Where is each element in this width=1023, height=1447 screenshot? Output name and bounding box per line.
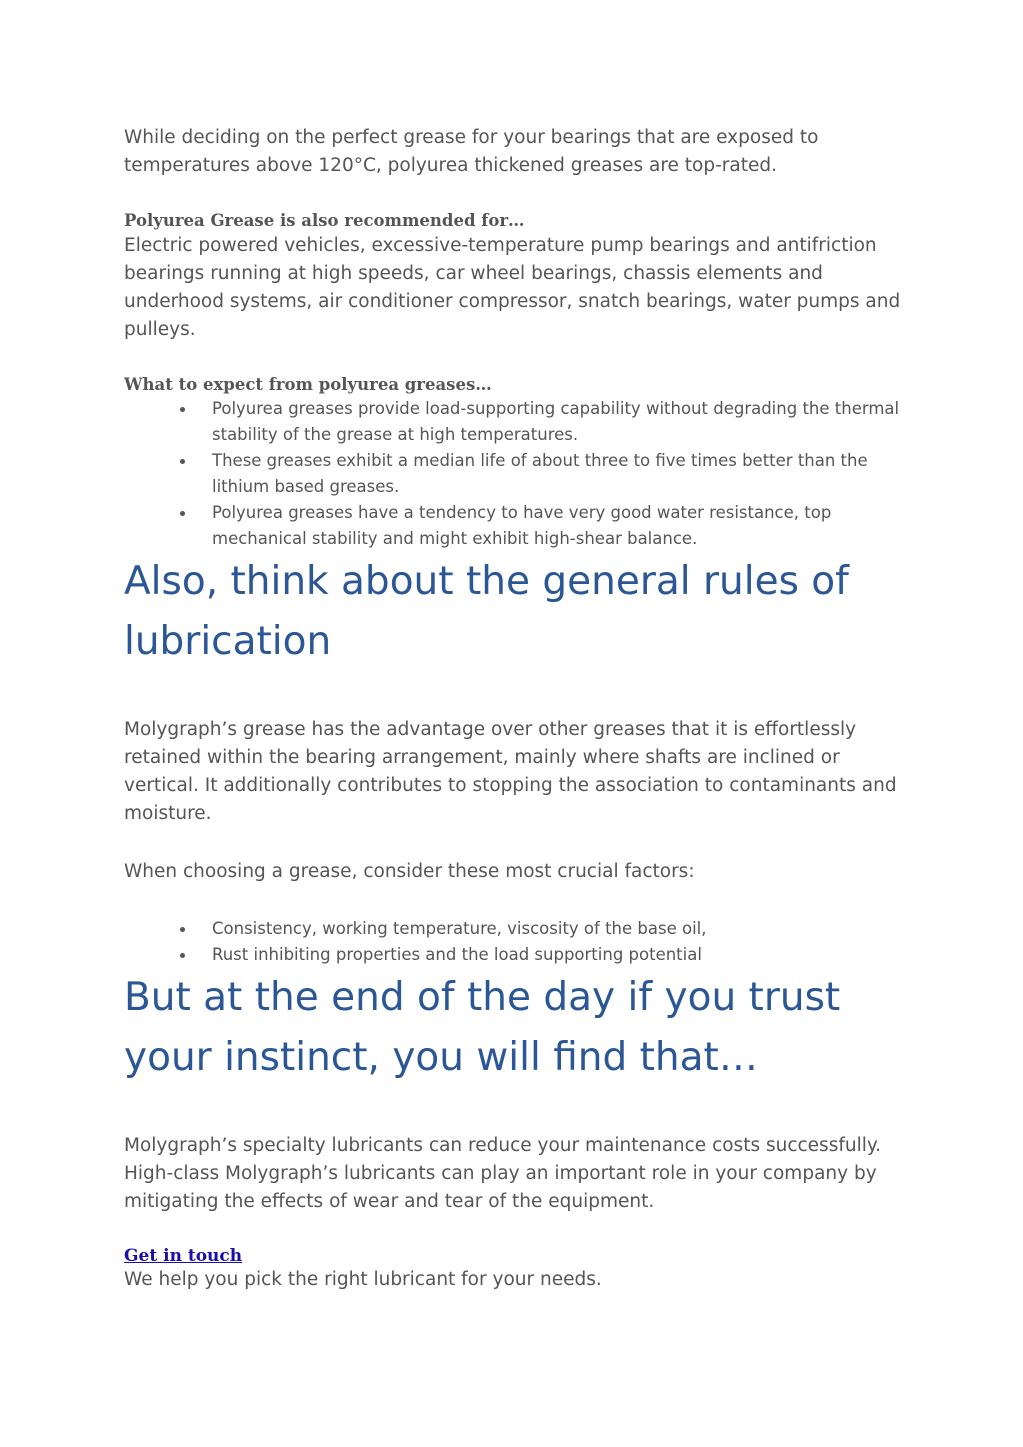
factors-intro: When choosing a grease, consider these most crucial factors:	[124, 861, 695, 882]
rules-heading: Also, think about the general rules of lubrication	[124, 559, 849, 664]
intro-paragraph: While deciding on the perfect grease for your bearings that are exposed to temperatures above 120°C, polyurea thickened greases are top-rated.	[124, 127, 819, 176]
bullet-icon	[180, 407, 185, 412]
instinct-paragraph: Molygraph’s specialty lubricants can reduce your maintenance costs successfully. High-class Molygraph’s lubricants can play an important role in your company by mitigating the effects of wear and tear of the equipment.	[124, 1135, 882, 1212]
recommended-paragraph: Electric powered vehicles, excessive-temperature pump bearings and antifriction bearings running at high speeds, car wheel bearings, chassis elements and underhood systems, air conditioner compressor, snatch bearings, water pumps and pulleys.	[124, 235, 901, 340]
recommended-heading: Polyurea Grease is also recommended for…	[124, 211, 525, 230]
list-item: Rust inhibiting properties and the load supporting potential	[124, 942, 904, 968]
expect-heading: What to expect from polyurea greases…	[124, 375, 492, 394]
rules-paragraph: Molygraph’s grease has the advantage over other greases that it is effortlessly retained within the bearing arrangement, mainly where shafts are inclined or vertical. It additionally contributes to stopping the association to contaminants and moisture.	[124, 719, 897, 824]
contact-text: We help you pick the right lubricant for your needs.	[124, 1269, 602, 1290]
bullet-icon	[180, 927, 185, 932]
factors-list	[124, 916, 904, 968]
list-item: Polyurea greases provide load-supporting capability without degrading the thermal stability of the grease at high temperatures.	[124, 396, 904, 448]
bullet-icon	[180, 459, 185, 464]
contact-block	[124, 1246, 904, 1294]
instinct-heading: But at the end of the day if you trust your instinct, you will find that…	[124, 975, 841, 1080]
expect-list	[124, 396, 904, 552]
document-page	[124, 124, 904, 1294]
list-item: These greases exhibit a median life of about three to five times better than the lithium based greases.	[124, 448, 904, 500]
get-in-touch-link[interactable]: Get in touch	[124, 1246, 243, 1266]
list-item: Consistency, working temperature, viscosity of the base oil,	[124, 916, 904, 942]
bullet-icon	[180, 511, 185, 516]
list-item: Polyurea greases have a tendency to have very good water resistance, top mechanical stability and might exhibit high-shear balance.	[124, 500, 904, 552]
bullet-icon	[180, 953, 185, 958]
